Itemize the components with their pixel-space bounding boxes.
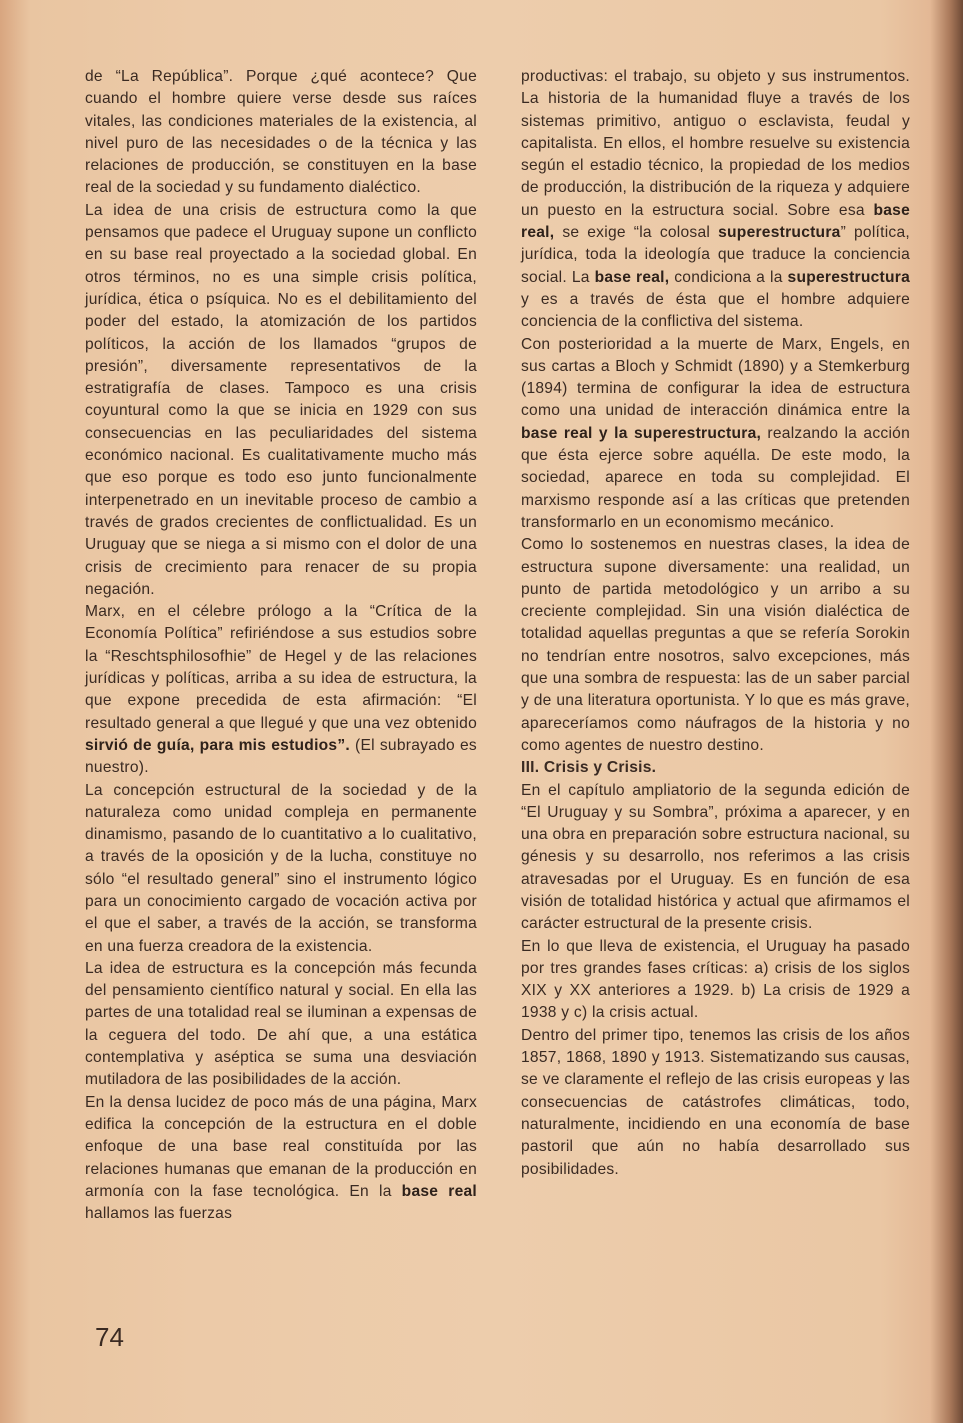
paragraph: En el capítulo ampliatorio de la segunda edición de “El Uruguay y su Sombra”, próxima a aparecer, y en una obra en preparación sobre estructura nacional, su génesis y su desarrollo, nos referimos a las crisis atravesadas por el Uruguay. Es en función de esa visión de totalidad histórica y actual que afirmamos el carácter estructural de la presente crisis. <box>521 781 910 933</box>
text-run: hallamos las fuerzas <box>85 1205 233 1223</box>
paragraph: Como lo sostenemos en nuestras clases, la idea de estructura supone diversamente: una realidad, un punto de partida metodológico y un arribo a su creciente complejidad. Sin una visión dialéctica de totalidad aquellas preguntas a que se refería Sorokin no tendrían entre nosotros, salvo excepciones, más que una sombra de respuesta: las de un saber parcial y de una literatura oportunista. Y lo que es más grave, apareceríamos como náufragos de la historia y no como agentes de nuestro destino. <box>521 536 910 754</box>
text-run: En la densa lucidez de poco más de una página, Marx edifica la concepción de la estructura en el doble enfoque de una base real constituída por las relaciones humanas que emanan de la producción en armonía con la fase tecnológica. En la <box>85 1093 477 1200</box>
paragraph: Dentro del primer tipo, tenemos las crisis de los años 1857, 1868, 1890 y 1913. Sistematizando sus causas, se ve claramente el reflejo de las crisis europeas y las consecuencias de catástrofes climáticas, todo, naturalmente, incidiendo en una economía de base pastoril que aún no había desarrollado sus posibilidades. <box>521 1026 910 1178</box>
emphasis: base real <box>401 1182 478 1200</box>
text-run: productivas: el trabajo, su objeto y sus instrumentos. La historia de la humanidad fluye a través de los sistemas primitivo, antiguo o esclavista, feudal y capitalista. En ellos, el hombre resuelve su existencia según el estadio técnico, la propiedad de los medios de producción, la distribución de la riqueza y adquiere un puesto en la estructura social. Sobre esa <box>521 68 910 219</box>
text-run: realzando la acción que ésta ejerce sobre aquélla. De este modo, la sociedad, aparece en toda su complejidad. El marxismo responde así a las críticas que pretenden transformarlo en un economismo mecánico. <box>521 424 911 531</box>
emphasis: superestructura <box>718 224 841 242</box>
paragraph: La idea de una crisis de estructura como la que pensamos que padece el Uruguay supone un conflicto en su base real proyectado a la sociedad global. En otros términos, no es una simple crisis política, jurídica, ética o psíquica. No es el debilitamiento del poder del estado, la atomización de los partidos políticos, la acción de los llamados “grupos de presión”, diversamente representativos de la estratigrafía de clases. Tampoco es una crisis coyuntural como la que se inicia en 1929 con sus consecuencias en las peculiaridades del sistema económico nacional. Es cualitativamente mucho más que eso porque es todo eso junto funcionalmente interpenetrado en un inevitable proceso de cambio a través de grados crecientes de conflictualidad. Es un Uruguay que se niega a si mismo con el dolor de una crisis de crecimiento para renacer de su propia negación. <box>85 201 477 598</box>
section-heading: III. Crisis y Crisis. <box>521 759 657 777</box>
text-run: condiciona a la <box>669 268 788 286</box>
paragraph: La concepción estructural de la sociedad y de la naturaleza como unidad compleja en permanente dinamismo, pasando de lo cuantitativo a lo cualitativo, a través de la oposición y de la lucha, constituye no sólo “el resultado general” sino el instrumento lógico para un conocimiento cargado de vocación activa por el que el saber, a través de la acción, se transforma en una fuerza creadora de la existencia. <box>85 781 477 955</box>
emphasis: superestructura <box>787 268 910 286</box>
text-run: Con posterioridad a la muerte de Marx, Engels, en sus cartas a Bloch y Schmidt (1890) y a Stemkerburg (1894) termina de configurar la idea de estructura como una unidad de interacción dinámica entre la <box>521 335 910 420</box>
paragraph: de “La República”. Porque ¿qué acontece? Que cuando el hombre quiere verse desde sus raíces vitales, las condiciones materiales de la existencia, al nivel puro de las necesidades o de la técnica y las relaciones de producción, se constituyen en la base real de la sociedad y su fundamento dialéctico. <box>85 68 477 197</box>
paragraph <box>85 601 477 779</box>
paragraph: La idea de estructura es la concepción más fecunda del pensamiento científico natural y social. En ella las partes de una totalidad real se iluminan a expensas de la ceguera del todo. De ahí que, a una estática contemplativa y aséptica se suma una desviación mutiladora de las posibilidades de la acción. <box>85 959 477 1089</box>
page-number: 74 <box>95 1322 124 1352</box>
paragraph: En lo que lleva de existencia, el Uruguay ha pasado por tres grandes fases críticas: a) crisis de los siglos XIX y XX anteriores a 1929. b) La crisis de 1929 a 1938 y c) la crisis actual. <box>521 937 910 1022</box>
paragraph <box>521 66 910 334</box>
emphasis: sirvió de guía, para mis estudios”. <box>85 736 350 754</box>
emphasis: base real, <box>594 268 670 286</box>
paragraph <box>521 334 910 535</box>
emphasis: base real y la superestructura, <box>521 424 762 442</box>
paragraph <box>85 1092 477 1226</box>
text-run: ” política, jurídica, toda la ideología que traduce la conciencia social. La <box>521 224 910 286</box>
text-run: (El subrayado es nuestro). <box>85 736 477 777</box>
text-run: y es a través de ésta que el hombre adquiere conciencia de la conflictiva del sistema. <box>521 290 910 331</box>
text-run: se exige “la colosal <box>554 224 719 242</box>
text-run: Marx, en el célebre prólogo a la “Crítica de la Economía Política” refiriéndose a sus estudios sobre la “Reschtsphilosofhie” de Hegel y de las relaciones jurídicas y políticas, arriba a su idea de estructura, la que expone precedida de esta afirmación: “El resultado general a que llegué y que una vez obtenido <box>85 603 477 732</box>
left-column <box>85 66 477 1225</box>
emphasis: base real, <box>521 201 910 242</box>
right-column <box>521 66 910 1181</box>
